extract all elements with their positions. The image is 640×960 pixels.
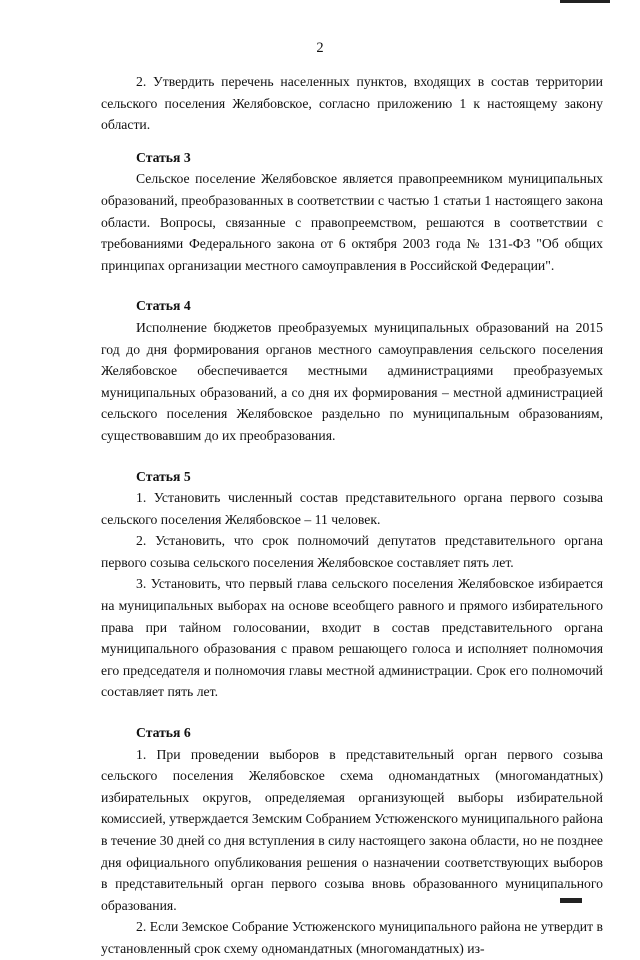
article-heading: Статья 6 — [136, 725, 191, 741]
paragraph: 1. Установить численный состав представительного органа первого созыва сельского поселения Желябовское – 11 человек. — [101, 490, 603, 527]
paragraph: 2. Утвердить перечень населенных пунктов, входящих в состав территории сельского поселения Желябовское, согласно приложению 1 к настоящему закону области. — [101, 74, 603, 133]
article-heading: Статья 4 — [136, 298, 191, 314]
paragraph: Исполнение бюджетов преобразуемых муниципальных образований на 2015 год до дня формирования органов местного самоуправления сельского поселения Желябовское обеспечивается местными администрациями преобразуемых муниципальных образований, а со дня их формирования – местной администрацией сельского поселения Желябовское раздельно по муниципальным образованиям, существовавшим до их преобразования. — [101, 319, 603, 443]
page-number: 2 — [316, 40, 324, 56]
article-4 — [101, 295, 603, 446]
article-5 — [101, 466, 603, 704]
paragraph: Сельское поселение Желябовское является правопреемником муниципальных образований, преобразованных в соответствии с частью 1 статьи 1 настоящего закона области. Вопросы, связанные с правопреемством, решаются в соответствии с требованиями Федерального закона от 6 октября 2003 года № 131-ФЗ "Об общих принципах организации местного самоуправления в Российской Федерации". — [101, 171, 603, 273]
document-body — [101, 71, 603, 960]
scan-artifact-top — [560, 0, 610, 3]
paragraph: 3. Установить, что первый глава сельского поселения Желябовское избирается на муниципальных выборах на основе всеобщего равного и прямого избирательного права при тайном голосовании, входит в состав представительного органа муниципального образования с правом решающего голоса и исполняет полномочия его председателя и полномочия главы местной администрации. Срок его полномочий составляет пять лет. — [101, 576, 603, 700]
article-6 — [101, 722, 603, 960]
paragraph: 2. Установить, что срок полномочий депутатов представительного органа первого созыва сельского поселения Желябовское составляет пять лет. — [101, 533, 603, 570]
paragraph: 2. Если Земское Собрание Устюженского муниципального района не утвердит в установленный срок схему одномандатных (многомандатных) из- — [101, 919, 603, 956]
paragraph: 1. При проведении выборов в представительный орган первого созыва сельского поселения Желябовское схема одномандатных (многомандатных) избирательных округов, определяемая организующей выборы избирательной комиссией, утверждается Земским Собранием Устюженского муниципального района в течение 30 дней со дня вступления в силу настоящего закона области, но не позднее дня официального опубликования решения о назначении соответствующих выборов в представительный орган первого созыва вновь образованного муниципального образования. — [101, 746, 603, 913]
article-heading: Статья 5 — [136, 468, 191, 484]
article-heading: Статья 3 — [136, 149, 191, 165]
article-3 — [101, 147, 603, 277]
